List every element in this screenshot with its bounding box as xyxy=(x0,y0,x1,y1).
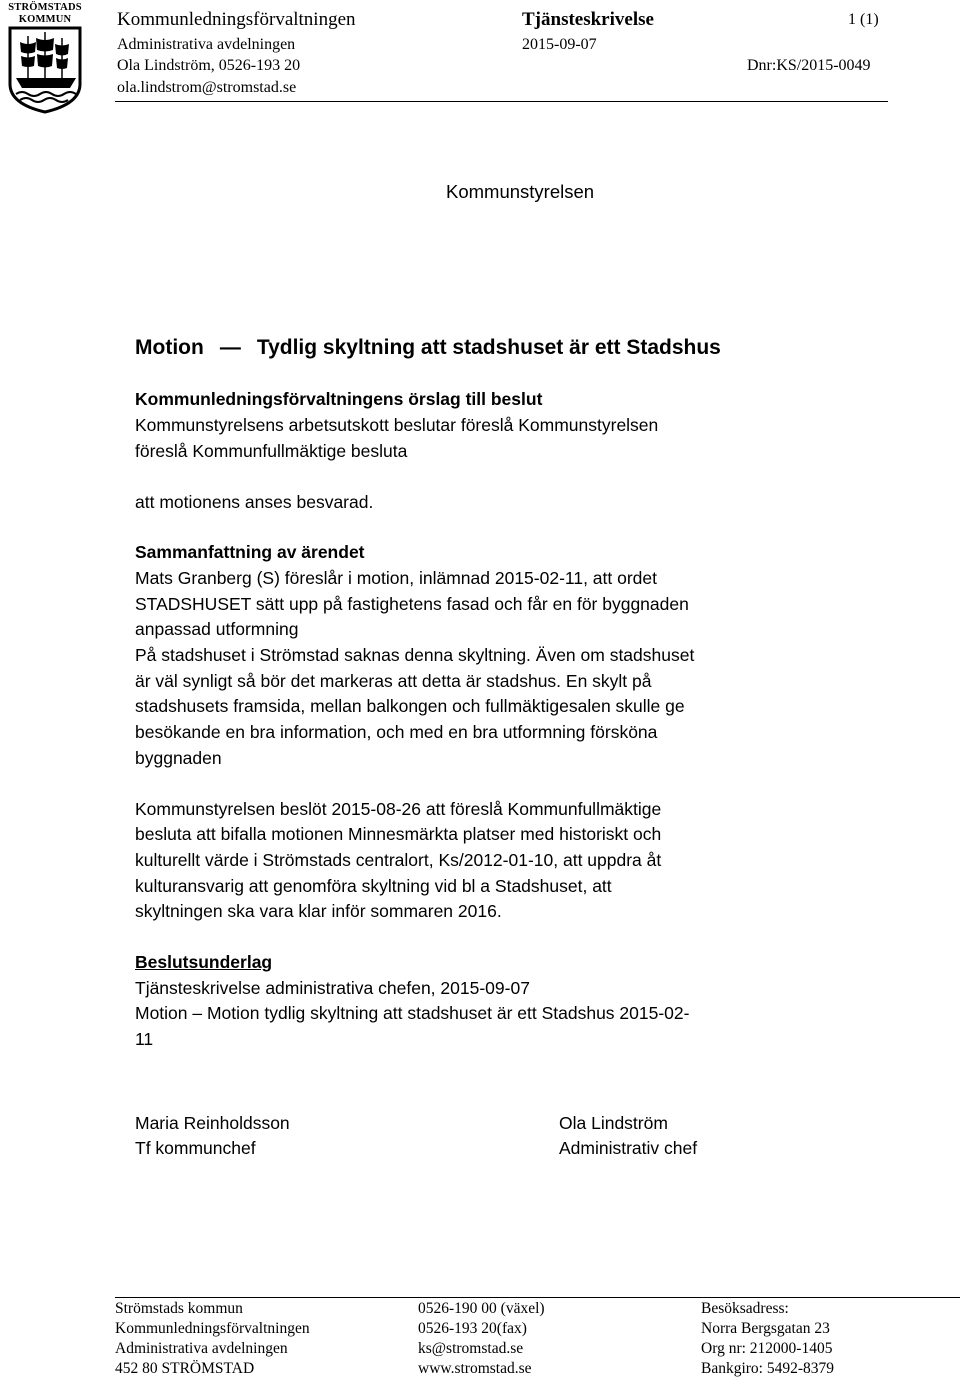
signature-role: Tf kommunchef xyxy=(135,1138,256,1158)
footer-address: Administrativa avdelningen xyxy=(115,1340,288,1357)
document-title xyxy=(135,336,721,360)
summary-line: stadshusets framsida, mellan balkongen och fullmäktigesalen skulle ge xyxy=(135,696,685,716)
signature-name: Ola Lindström xyxy=(559,1113,668,1133)
summary-line: Kommunstyrelsen beslöt 2015-08-26 att föreslå Kommunfullmäktige xyxy=(135,799,662,819)
summary-heading: Sammanfattning av ärendet xyxy=(135,542,365,562)
basis-line: Motion – Motion tydlig skyltning att stadshuset är ett Stadshus 2015-02- xyxy=(135,1003,690,1023)
diary-number: Dnr:KS/2015-0049 xyxy=(747,57,871,74)
footer-visit-label: Besöksadress: xyxy=(701,1300,789,1317)
footer-address: Strömstads kommun xyxy=(115,1300,243,1317)
header-email[interactable]: ola.lindstrom@stromstad.se xyxy=(117,79,297,96)
page-number: 1 (1) xyxy=(848,11,879,28)
summary-line: besökande en bra information, och med en bra utformning försköna xyxy=(135,722,658,742)
footer-address: 452 80 STRÖMSTAD xyxy=(115,1360,255,1377)
proposal-line: Kommunstyrelsens arbetsutskott beslutar föreslå Kommunstyrelsen xyxy=(135,415,659,435)
summary-line: På stadshuset i Strömstad saknas denna skyltning. Även om stadshuset xyxy=(135,645,695,665)
summary-line: är väl synligt så bör det markeras att detta är stadshus. En skylt på xyxy=(135,671,652,691)
footer-website-link[interactable]: www.stromstad.se xyxy=(418,1360,532,1377)
signature-name: Maria Reinholdsson xyxy=(135,1113,290,1133)
summary-line: skyltningen ska vara klar inför sommaren 2016. xyxy=(135,901,502,921)
basis-line: Tjänsteskrivelse administrativa chefen, 2015-09-07 xyxy=(135,978,530,998)
header-org: Kommunledningsförvaltningen xyxy=(117,9,356,30)
signature-role: Administrativ chef xyxy=(559,1138,698,1158)
summary-line: STADSHUSET sätt upp på fastighetens fasad och får en för byggnaden xyxy=(135,594,689,614)
footer-phone: 0526-190 00 (växel) xyxy=(418,1300,545,1317)
footer-visit-address: Norra Bergsgatan 23 xyxy=(701,1320,830,1337)
header-divider xyxy=(115,101,888,102)
title-prefix: Motion xyxy=(135,336,204,359)
header-contact: Ola Lindström, 0526-193 20 xyxy=(117,57,301,74)
summary-line: kulturellt värde i Strömstads centralort, Ks/2012-01-10, att uppdra åt xyxy=(135,850,662,870)
doc-type: Tjänsteskrivelse xyxy=(522,9,654,30)
footer-divider xyxy=(115,1297,960,1298)
proposal-line: föreslå Kommunfullmäktige besluta xyxy=(135,441,408,461)
summary-line: anpassad utformning xyxy=(135,619,299,639)
title-dash: — xyxy=(219,336,241,359)
ship-crest-icon xyxy=(4,26,86,114)
summary-line: Mats Granberg (S) föreslår i motion, inlämnad 2015-02-11, att ordet xyxy=(135,568,658,588)
logo-text-line1: STRÖMSTADS xyxy=(8,2,82,13)
basis-line: 11 xyxy=(135,1029,154,1049)
footer-fax: 0526-193 20(fax) xyxy=(418,1320,527,1337)
summary-line: kulturansvarig att genomföra skyltning vid bl a Stadshuset, att xyxy=(135,876,612,896)
basis-heading: Beslutsunderlag xyxy=(135,952,273,972)
recipient: Kommunstyrelsen xyxy=(446,181,595,202)
title-text: Tydlig skyltning att stadshuset är ett Stadshus xyxy=(256,336,721,359)
footer-email-link[interactable]: ks@stromstad.se xyxy=(418,1340,524,1357)
proposal-decision: att motionens anses besvarad. xyxy=(135,492,374,512)
proposal-heading: Kommunledningsförvaltningens örslag till beslut xyxy=(135,389,543,409)
doc-date: 2015-09-07 xyxy=(522,36,597,53)
summary-line: besluta att bifalla motionen Minnesmärkta platser med historiskt och xyxy=(135,824,662,844)
municipality-logo xyxy=(4,2,86,114)
header-dept: Administrativa avdelningen xyxy=(117,36,296,53)
logo-text-line2: KOMMUN xyxy=(18,14,72,25)
footer-bankgiro: Bankgiro: 5492-8379 xyxy=(701,1360,835,1377)
footer-org-number: Org nr: 212000-1405 xyxy=(701,1340,833,1357)
footer-address: Kommunledningsförvaltningen xyxy=(115,1320,310,1337)
summary-line: byggnaden xyxy=(135,748,222,768)
